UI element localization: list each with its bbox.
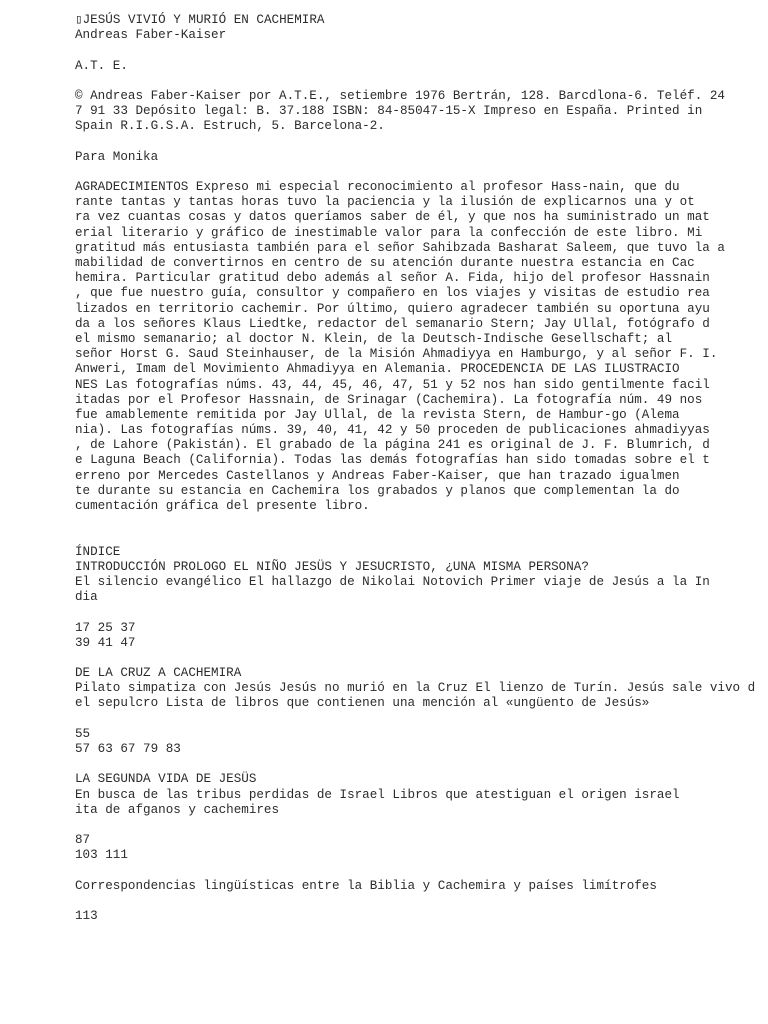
copyright-block <box>75 89 760 135</box>
ack-line: NES Las fotografías núms. 43, 44, 45, 46, 47, 51 y 52 nos han sido gentilmente facil <box>75 377 710 392</box>
index-entry: el sepulcro Lista de libros que contienen una mención al «ungüento de Jesús» <box>75 696 650 711</box>
acknowledgements-block <box>75 180 760 514</box>
ack-line: da a los señores Klaus Liedtke, redactor del semanario Stern; Jay Ullal, fotógrafo d <box>75 316 710 331</box>
ack-line: itadas por el Profesor Hassnain, de Srinagar (Cachemira). La fotografía núm. 49 nos <box>75 392 703 407</box>
index-section-title: DE LA CRUZ A CACHEMIRA <box>75 666 242 681</box>
copyright-line: Spain R.I.G.S.A. Estruch, 5. Barcelona-2. <box>75 119 385 134</box>
index-page-numbers: 39 41 47 <box>75 635 136 650</box>
index-page-numbers: 55 <box>75 726 91 741</box>
ack-line: gratitud más entusiasta también para el señor Sahibzada Basharat Saleem, que tuvo la a <box>75 240 725 255</box>
ack-line: e Laguna Beach (California). Todas las demás fotografías han sido tomadas sobre el t <box>75 453 710 468</box>
ack-line: , que fue nuestro guía, consultor y compañero en los viajes y visitas de estudio rea <box>75 286 710 301</box>
missing-glyph-icon: ▯ <box>75 13 83 27</box>
index-heading: ÍNDICE <box>75 544 121 559</box>
ack-line: rante tantas y tantas horas tuvo la paciencia y la ilusión de explicarnos una y ot <box>75 195 695 210</box>
ack-line: señor Horst G. Saud Steinhauser, de la Misión Ahmadiyya en Hamburgo, y al señor F. I. <box>75 347 718 362</box>
ack-line: erial literario y gráfico de inestimable valor para la confección de este libro. Mi <box>75 225 703 240</box>
ack-line: el mismo semanario; al doctor N. Klein, de la Deutsch-Indische Gesellschaft; al <box>75 331 673 346</box>
ack-line: ra vez cuantas cosas y datos queríamos saber de él, y que nos ha suministrado un mat <box>75 210 710 225</box>
ack-line: mabilidad de convertirnos en centro de su atención durante nuestra estancia en Cac <box>75 256 695 270</box>
ack-line: lizados en territorio cachemir. Por último, quiero agradecer también su oportuna ayu <box>75 301 710 316</box>
ack-line: Anweri, Imam del Movimiento Ahmadiyya en Alemania. PROCEDENCIA DE LAS ILUSTRACIO <box>75 362 680 377</box>
index-page-numbers: 57 63 67 79 83 <box>75 742 181 757</box>
index-entry: El silencio evangélico El hallazgo de Nikolai Notovich Primer viaje de Jesús a la In <box>75 574 710 589</box>
index-page-numbers: 113 <box>75 909 98 924</box>
book-title: ▯JESÚS VIVIÓ Y MURIÓ EN CACHEMIRA <box>75 13 325 27</box>
ack-line: , de Lahore (Pakistán). El grabado de la página 241 es original de J. F. Blumrich, d <box>75 438 710 453</box>
ack-line: erreno por Mercedes Castellanos y Andreas Faber-Kaiser, que han trazado igualmen <box>75 468 680 483</box>
index-entry: dia <box>75 590 98 605</box>
index-block <box>75 545 760 925</box>
copyright-line: 7 91 33 Depósito legal: B. 37.188 ISBN: 84-85047-15-X Impreso en España. Printed in <box>75 104 703 119</box>
index-page-numbers: 17 25 37 <box>75 620 136 635</box>
index-entry: ita de afganos y cachemires <box>75 802 280 817</box>
copyright-line: © Andreas Faber-Kaiser por A.T.E., setiembre 1976 Bertrán, 128. Barcdlona-6. Teléf. 24 <box>75 88 725 103</box>
book-author: Andreas Faber-Kaiser <box>75 28 227 43</box>
publisher-short: A.T. E. <box>75 58 128 73</box>
ack-line: nia). Las fotografías núms. 39, 40, 41, 42 y 50 proceden de publicaciones ahmadiyyas <box>75 423 710 438</box>
ack-line: AGRADECIMIENTOS Expreso mi especial reconocimiento al profesor Hass-nain, que du <box>75 180 680 195</box>
index-page-numbers: 87 <box>75 833 91 848</box>
ack-line: cumentación gráfica del presente libro. <box>75 499 370 513</box>
index-entry: En busca de las tribus perdidas de Israel Libros que atestiguan el origen israel <box>75 787 680 802</box>
ack-line: fue amablemente remitida por Jay Ullal, de la revista Stern, de Hambur-go (Alema <box>75 407 680 422</box>
index-entry: Pilato simpatiza con Jesús Jesús no murió en la Cruz El lienzo de Turín. Jesús sale vivo d <box>75 681 756 696</box>
index-page-numbers: 103 111 <box>75 848 128 863</box>
index-entry: Correspondencias lingüísticas entre la Biblia y Cachemira y países limítrofes <box>75 878 657 893</box>
ack-line: hemira. Particular gratitud debo además al señor A. Fida, hijo del profesor Hassnain <box>75 271 710 286</box>
index-entry: INTRODUCCIÓN PROLOGO EL NIÑO JESÜS Y JESUCRISTO, ¿UNA MISMA PERSONA? <box>75 559 589 574</box>
document-page <box>75 13 760 924</box>
index-section-title: LA SEGUNDA VIDA DE JESÜS <box>75 772 257 787</box>
dedication: Para Monika <box>75 149 159 164</box>
ack-line: te durante su estancia en Cachemira los grabados y planos que complementan la do <box>75 483 680 498</box>
